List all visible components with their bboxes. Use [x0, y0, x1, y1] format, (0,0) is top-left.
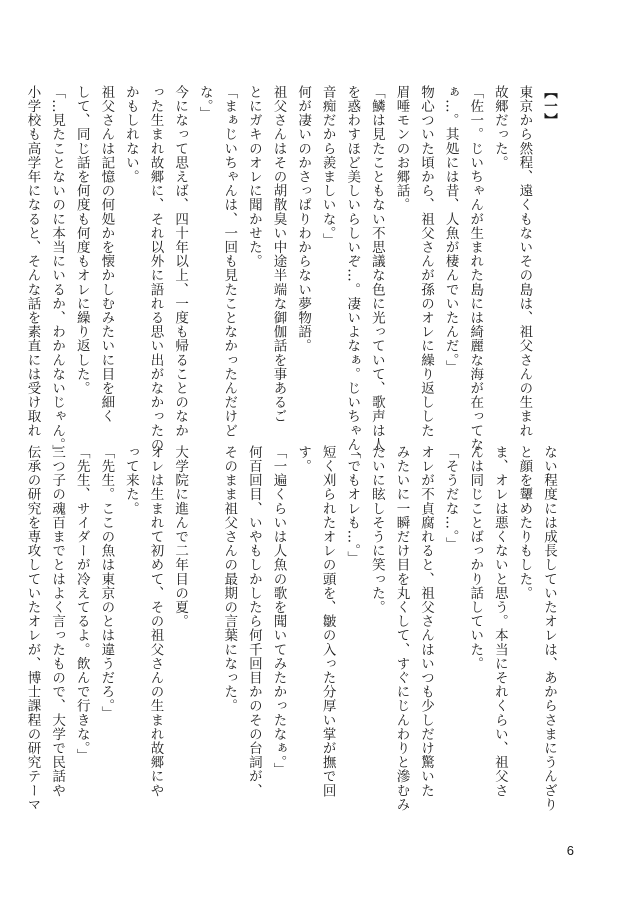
text-line: んは同じことばっかり話していた。	[467, 445, 484, 671]
text-line: 三つ子の魂百までとはよく言ったもので、大学で民話や	[49, 445, 66, 798]
chapter-heading: 【一】	[541, 85, 557, 128]
text-line	[192, 445, 217, 790]
text-line: ま、オレは悪くないと思う。本当にそれくらい、祖父さ	[491, 445, 508, 798]
text-line: 何が凄いのかさっぱりわからない夢物語。	[295, 85, 312, 353]
text-line: 大学院に進んで二年目の夏。	[172, 445, 189, 629]
text-line: と顔を顰めたりもした。	[516, 445, 533, 601]
text-line: な。」	[196, 85, 213, 121]
text-line: 「先生、サイダーが冷えてるよ。飲んで行きな。」	[73, 445, 90, 763]
text-line: 物心ついた頃から、祖父さんが孫のオレに繰り返しした	[418, 85, 435, 438]
text-line: す。	[295, 445, 312, 474]
text-line: そのまま祖父さんの最期の言葉になった。	[221, 445, 238, 713]
text-line: ない程度には成長していたオレは、あからさまにうんざり	[541, 445, 557, 812]
text-line: 今になって思えば、四十年以上、一度も帰ることのなか	[172, 85, 189, 438]
text-line: 「まぁじいちゃんは、一回も見たことなかったんだけど	[221, 85, 238, 438]
text-line: 何百回目、いやもしかしたら何千回目かのその台詞が、	[245, 445, 262, 798]
text-line: 「先生。ここの魚は東京のとは違うだろ。」	[98, 445, 115, 721]
text-line: 「…見たことないのに本当にいるか、わかんないじゃん。」	[49, 85, 66, 459]
text-line: を惑わすほど美しいらしいぞ…。凄いよなぁ。じいちゃん、	[344, 85, 361, 466]
text-line: 音痴だから羨ましいな。」	[319, 85, 336, 248]
top-text-block	[24, 85, 561, 466]
text-line: とにガキのオレに聞かせた。	[245, 85, 262, 269]
text-line: 「鱗は見たこともない不思議な色に光っていて、歌声は人	[368, 85, 385, 452]
text-line: たいに眩しそうに笑った。	[368, 445, 385, 615]
text-line: 「一遍くらいは人魚の歌を聞いてみたかったなぁ。」	[270, 445, 287, 777]
text-line: ぁ…。其処には昔、人魚が棲んでいたんだ。」	[442, 85, 459, 375]
text-line: 短く刈られたオレの頭を、皺の入った分厚い掌が撫で回	[319, 445, 336, 798]
text-line: 「でもオレも…。」	[344, 445, 361, 566]
text-line: 「佐一。じいちゃんが生まれた島には綺麗な海が在ってな	[467, 85, 484, 452]
text-line: して、同じ話を何度も何度もオレに繰り返した。	[73, 85, 90, 396]
text-line: オレが不貞腐れると、祖父さんはいつも少しだけ驚いた	[418, 445, 435, 798]
bottom-text-block	[24, 445, 561, 812]
text-line: かもしれない。	[122, 85, 139, 184]
page-number: 6	[566, 843, 574, 858]
text-line: 祖父さんは記憶の何処かを懐かしむみたいに目を細く	[98, 85, 115, 424]
text-line: 「そうだな…。」	[442, 445, 459, 552]
text-line: 眉唾モンのお郷話。	[393, 85, 410, 212]
text-line: 東京から然程、遠くもないその島は、祖父さんの生まれ	[516, 85, 533, 438]
text-line: 祖父さんはその胡散臭い中途半端な御伽話を事あるご	[270, 85, 287, 424]
text-line: オレは生まれて初めて、その祖父さんの生まれ故郷にや	[147, 445, 164, 798]
text-line: って来た。	[122, 445, 139, 516]
text-line: 故郷だった。	[491, 85, 508, 170]
text-line: 伝承の研究を専攻していたオレが、博士課程の研究テーマ	[24, 445, 41, 812]
text-line: みたいに一瞬だけ目を丸くして、すぐにじんわりと滲むみ	[393, 445, 410, 812]
text-line: 小学校も高学年になると、そんな話を素直には受け取れ	[24, 85, 41, 438]
text-line: った生まれ故郷に、それ以外に語れる思い出がなかったの	[147, 85, 164, 452]
